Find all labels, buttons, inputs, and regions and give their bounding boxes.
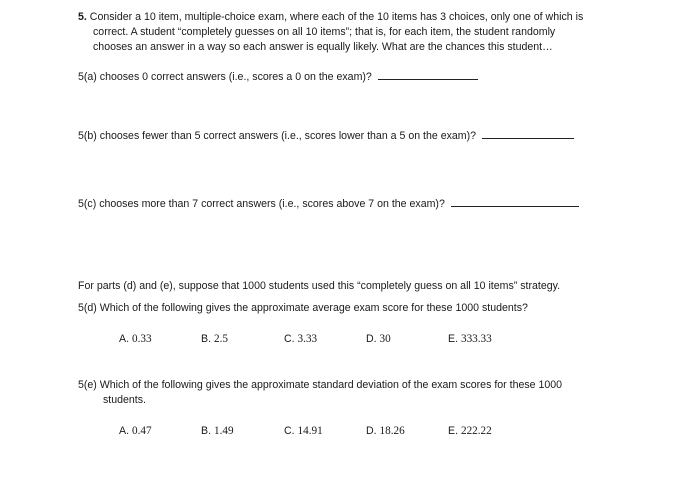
question-5e-line2: students.: [103, 394, 146, 406]
choice-5e-d[interactable]: D. 18.26: [366, 425, 405, 437]
choice-5d-d[interactable]: D. 30: [366, 333, 391, 345]
answer-blank-5a[interactable]: [378, 78, 478, 80]
question-5a: [78, 70, 478, 85]
choice-5e-a[interactable]: A. 0.47: [119, 425, 152, 437]
question-5b: [78, 129, 574, 144]
choice-5d-b[interactable]: B. 2.5: [201, 333, 228, 345]
choice-5d-a[interactable]: A. 0.33: [119, 333, 152, 345]
question-5d: 5(d) Which of the following gives the approximate average exam score for these 1000 students?: [78, 302, 528, 314]
parts-de-intro: For parts (d) and (e), suppose that 1000 students used this “completely guess on all 10 items” strategy.: [78, 280, 561, 292]
question-5e-line1: 5(e) Which of the following gives the approximate standard deviation of the exam scores for these 1000: [78, 379, 563, 391]
question-5c: [78, 197, 579, 212]
question-5b-text: 5(b) chooses fewer than 5 correct answers (i.e., scores lower than a 5 on the exam)?: [78, 130, 477, 142]
choices-5e: [119, 424, 589, 440]
answer-blank-5b[interactable]: [482, 137, 574, 139]
choice-5e-b[interactable]: B. 1.49: [201, 425, 234, 437]
intro-line-2: correct. A student “completely guesses on all 10 items”; that is, for each item, the student randomly: [93, 26, 556, 38]
choice-5e-c[interactable]: C. 14.91: [284, 425, 323, 437]
problem-intro: [78, 10, 648, 55]
question-5c-text: 5(c) chooses more than 7 correct answers (i.e., scores above 7 on the exam)?: [78, 198, 445, 210]
intro-line-1: 5. Consider a 10 item, multiple-choice exam, where each of the 10 items has 3 choices, only one of which is: [78, 11, 584, 23]
choice-5e-e[interactable]: E. 222.22: [448, 425, 492, 437]
problem-number: 5.: [78, 11, 87, 23]
choices-5d: [119, 332, 589, 348]
question-5a-text: 5(a) chooses 0 correct answers (i.e., scores a 0 on the exam)?: [78, 71, 372, 83]
answer-blank-5c[interactable]: [451, 205, 579, 207]
intro-line-3: chooses an answer in a way so each answer is equally likely. What are the chances this student…: [93, 41, 553, 53]
choice-5d-c[interactable]: C. 3.33: [284, 333, 318, 345]
choice-5d-e[interactable]: E. 333.33: [448, 333, 492, 345]
question-5e: [78, 378, 562, 408]
